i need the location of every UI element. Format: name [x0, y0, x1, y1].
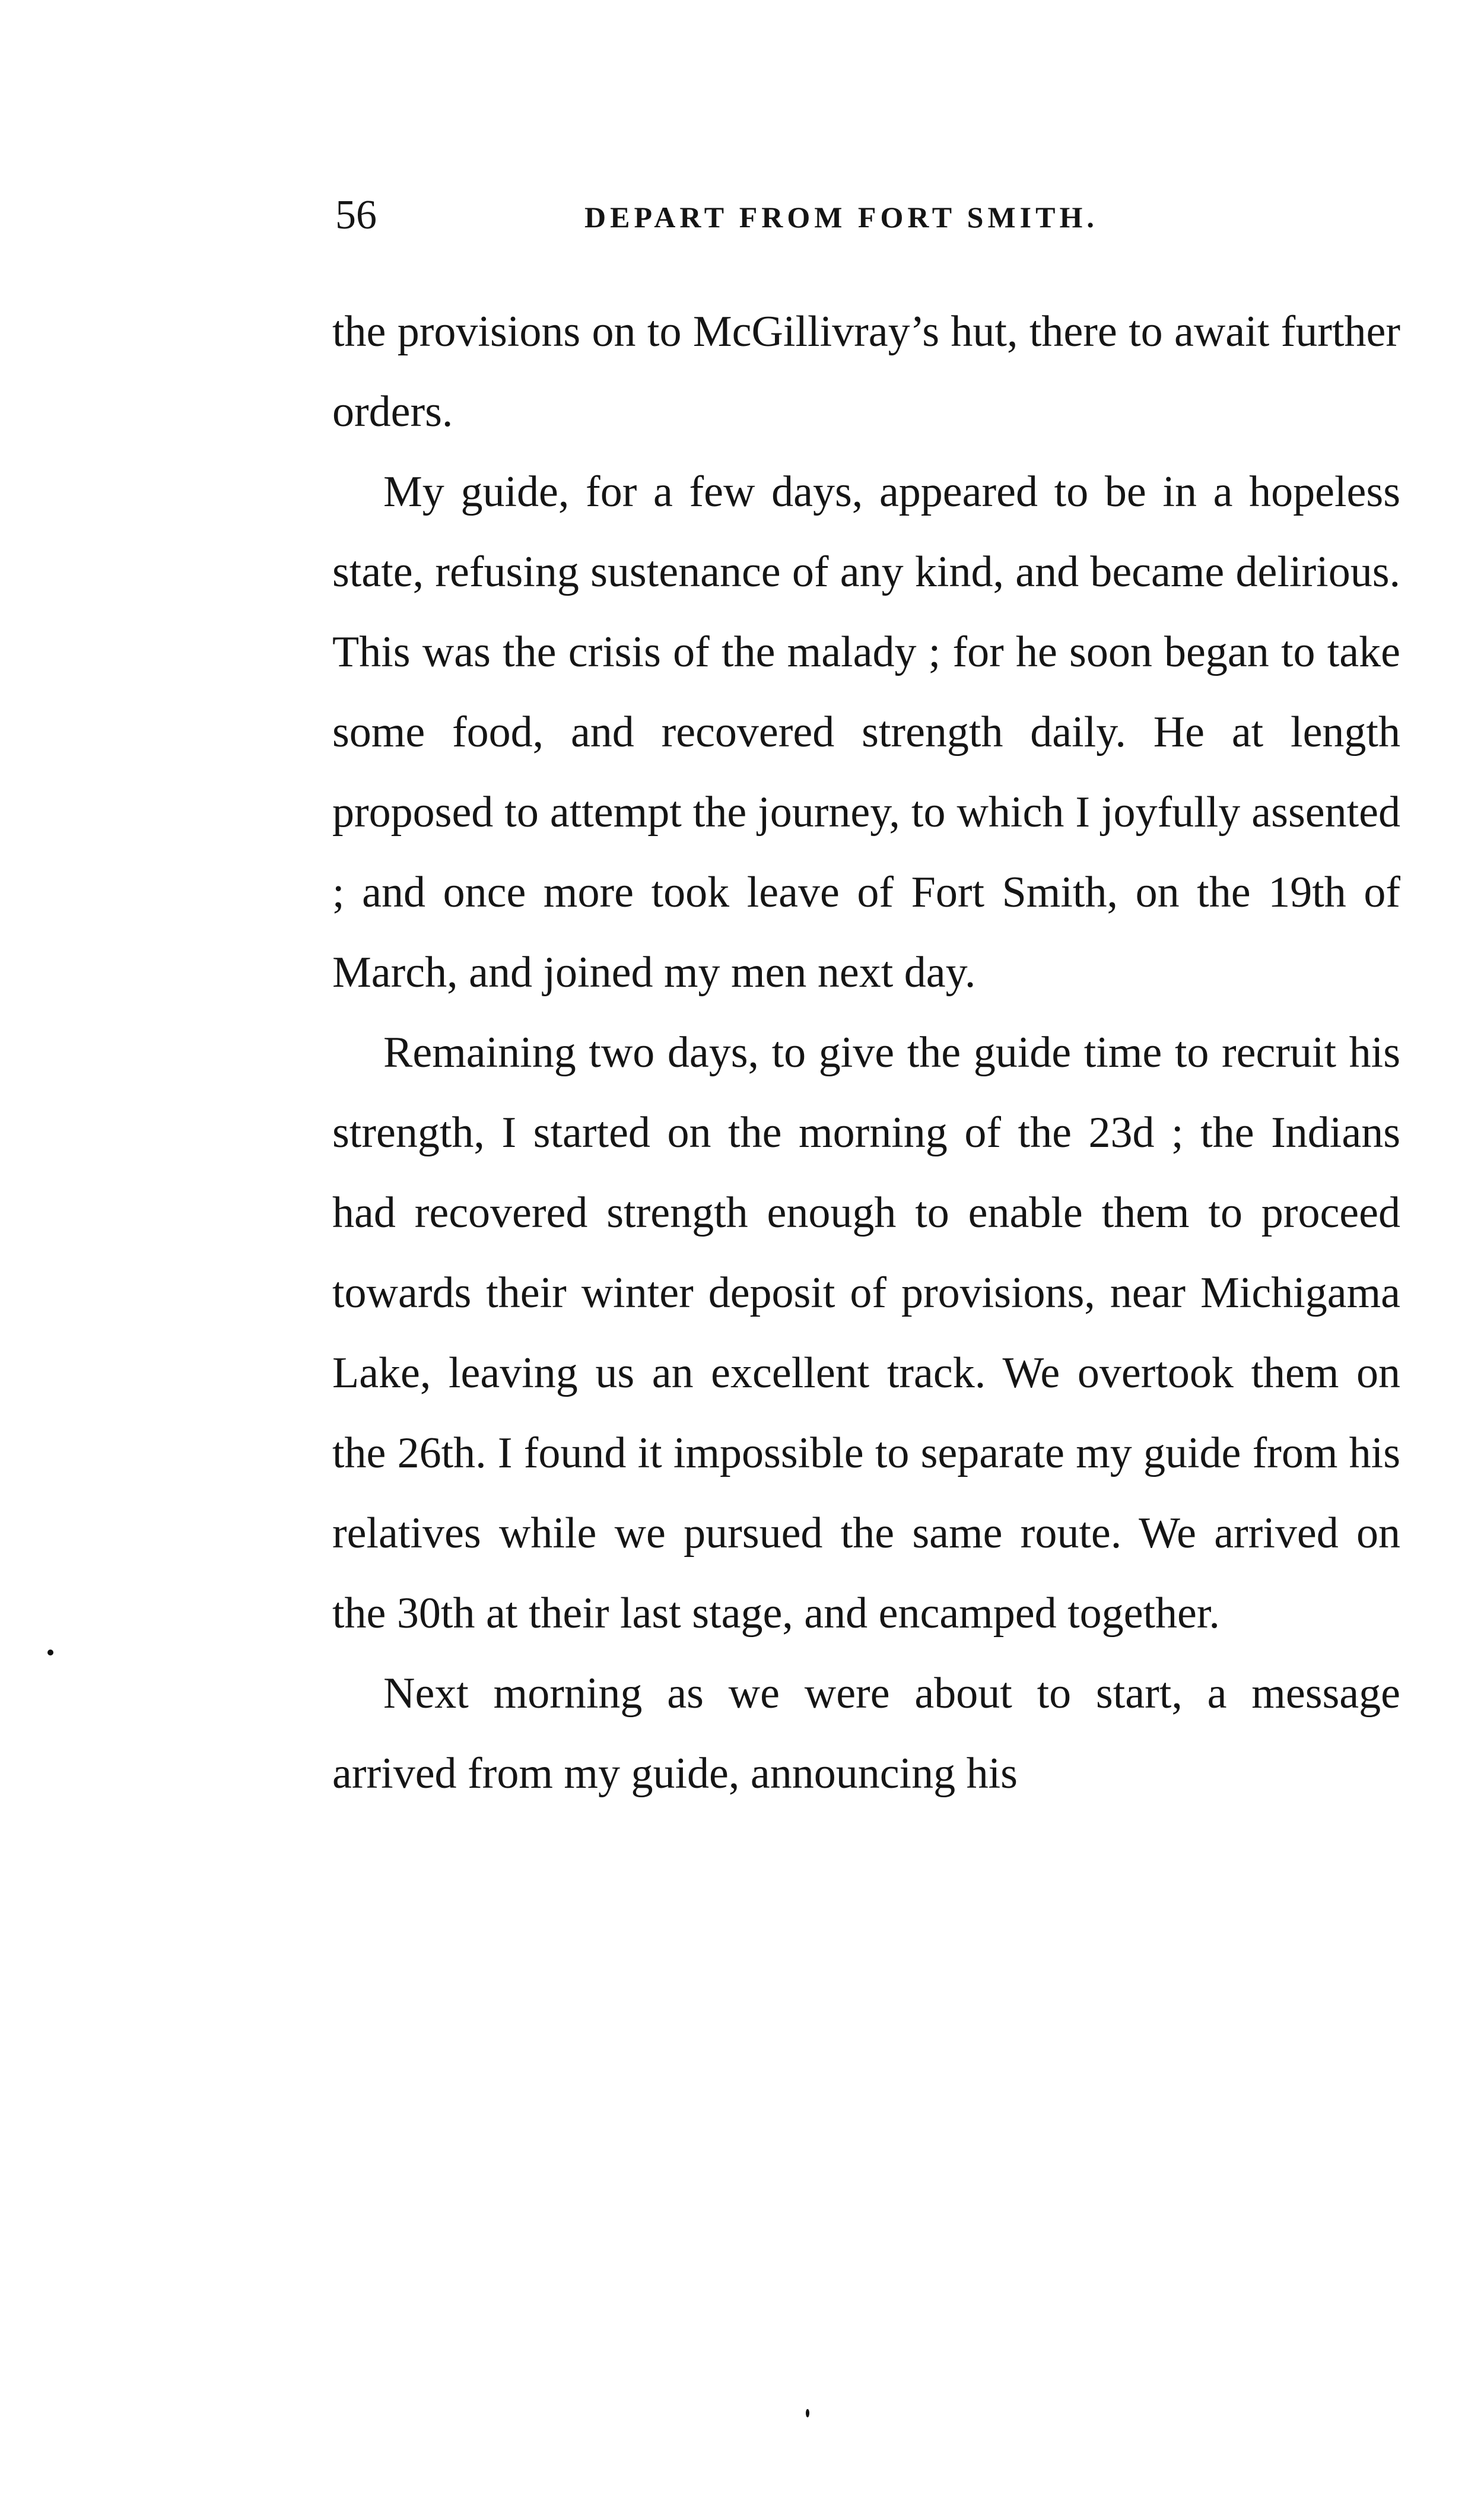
ink-speck [47, 1650, 53, 1655]
chapter-title: DEPART FROM FORT SMITH. [584, 201, 1098, 234]
ink-speck [806, 2409, 809, 2417]
page-number: 56 [335, 192, 377, 238]
paragraph: Remaining two days, to give the guide time to recruit his strength, I started on the morning of the 23d ; the Indians had recovered strength enough to enable them to proceed towards their winter deposit of provisions, near Michigama Lake, leaving us an excellent track. We overtook them on the 26th. I found it impossible to separate my guide from his relatives while we pursued the same route. We arrived on the 30th at their last stage, and encamped together. [332, 1028, 1400, 1638]
body-text [332, 292, 1400, 1814]
paragraph-continuation: the provisions on to McGillivray’s hut, there to await further orders. [332, 307, 1400, 436]
paragraph: Next morning as we were about to start, a message arrived from my guide, announcing his [332, 1669, 1400, 1798]
running-head [335, 189, 1391, 242]
paragraph: My guide, for a few days, appeared to be in a hopeless state, refusing sustenance of any kind, and became delirious. This was the crisis of the malady ; for he soon began to take some food, and recovered strength daily. He at length proposed to attempt the journey, to which I joyfully assented ; and once more took leave of Fort Smith, on the 19th of March, and joined my men next day. [332, 468, 1400, 997]
